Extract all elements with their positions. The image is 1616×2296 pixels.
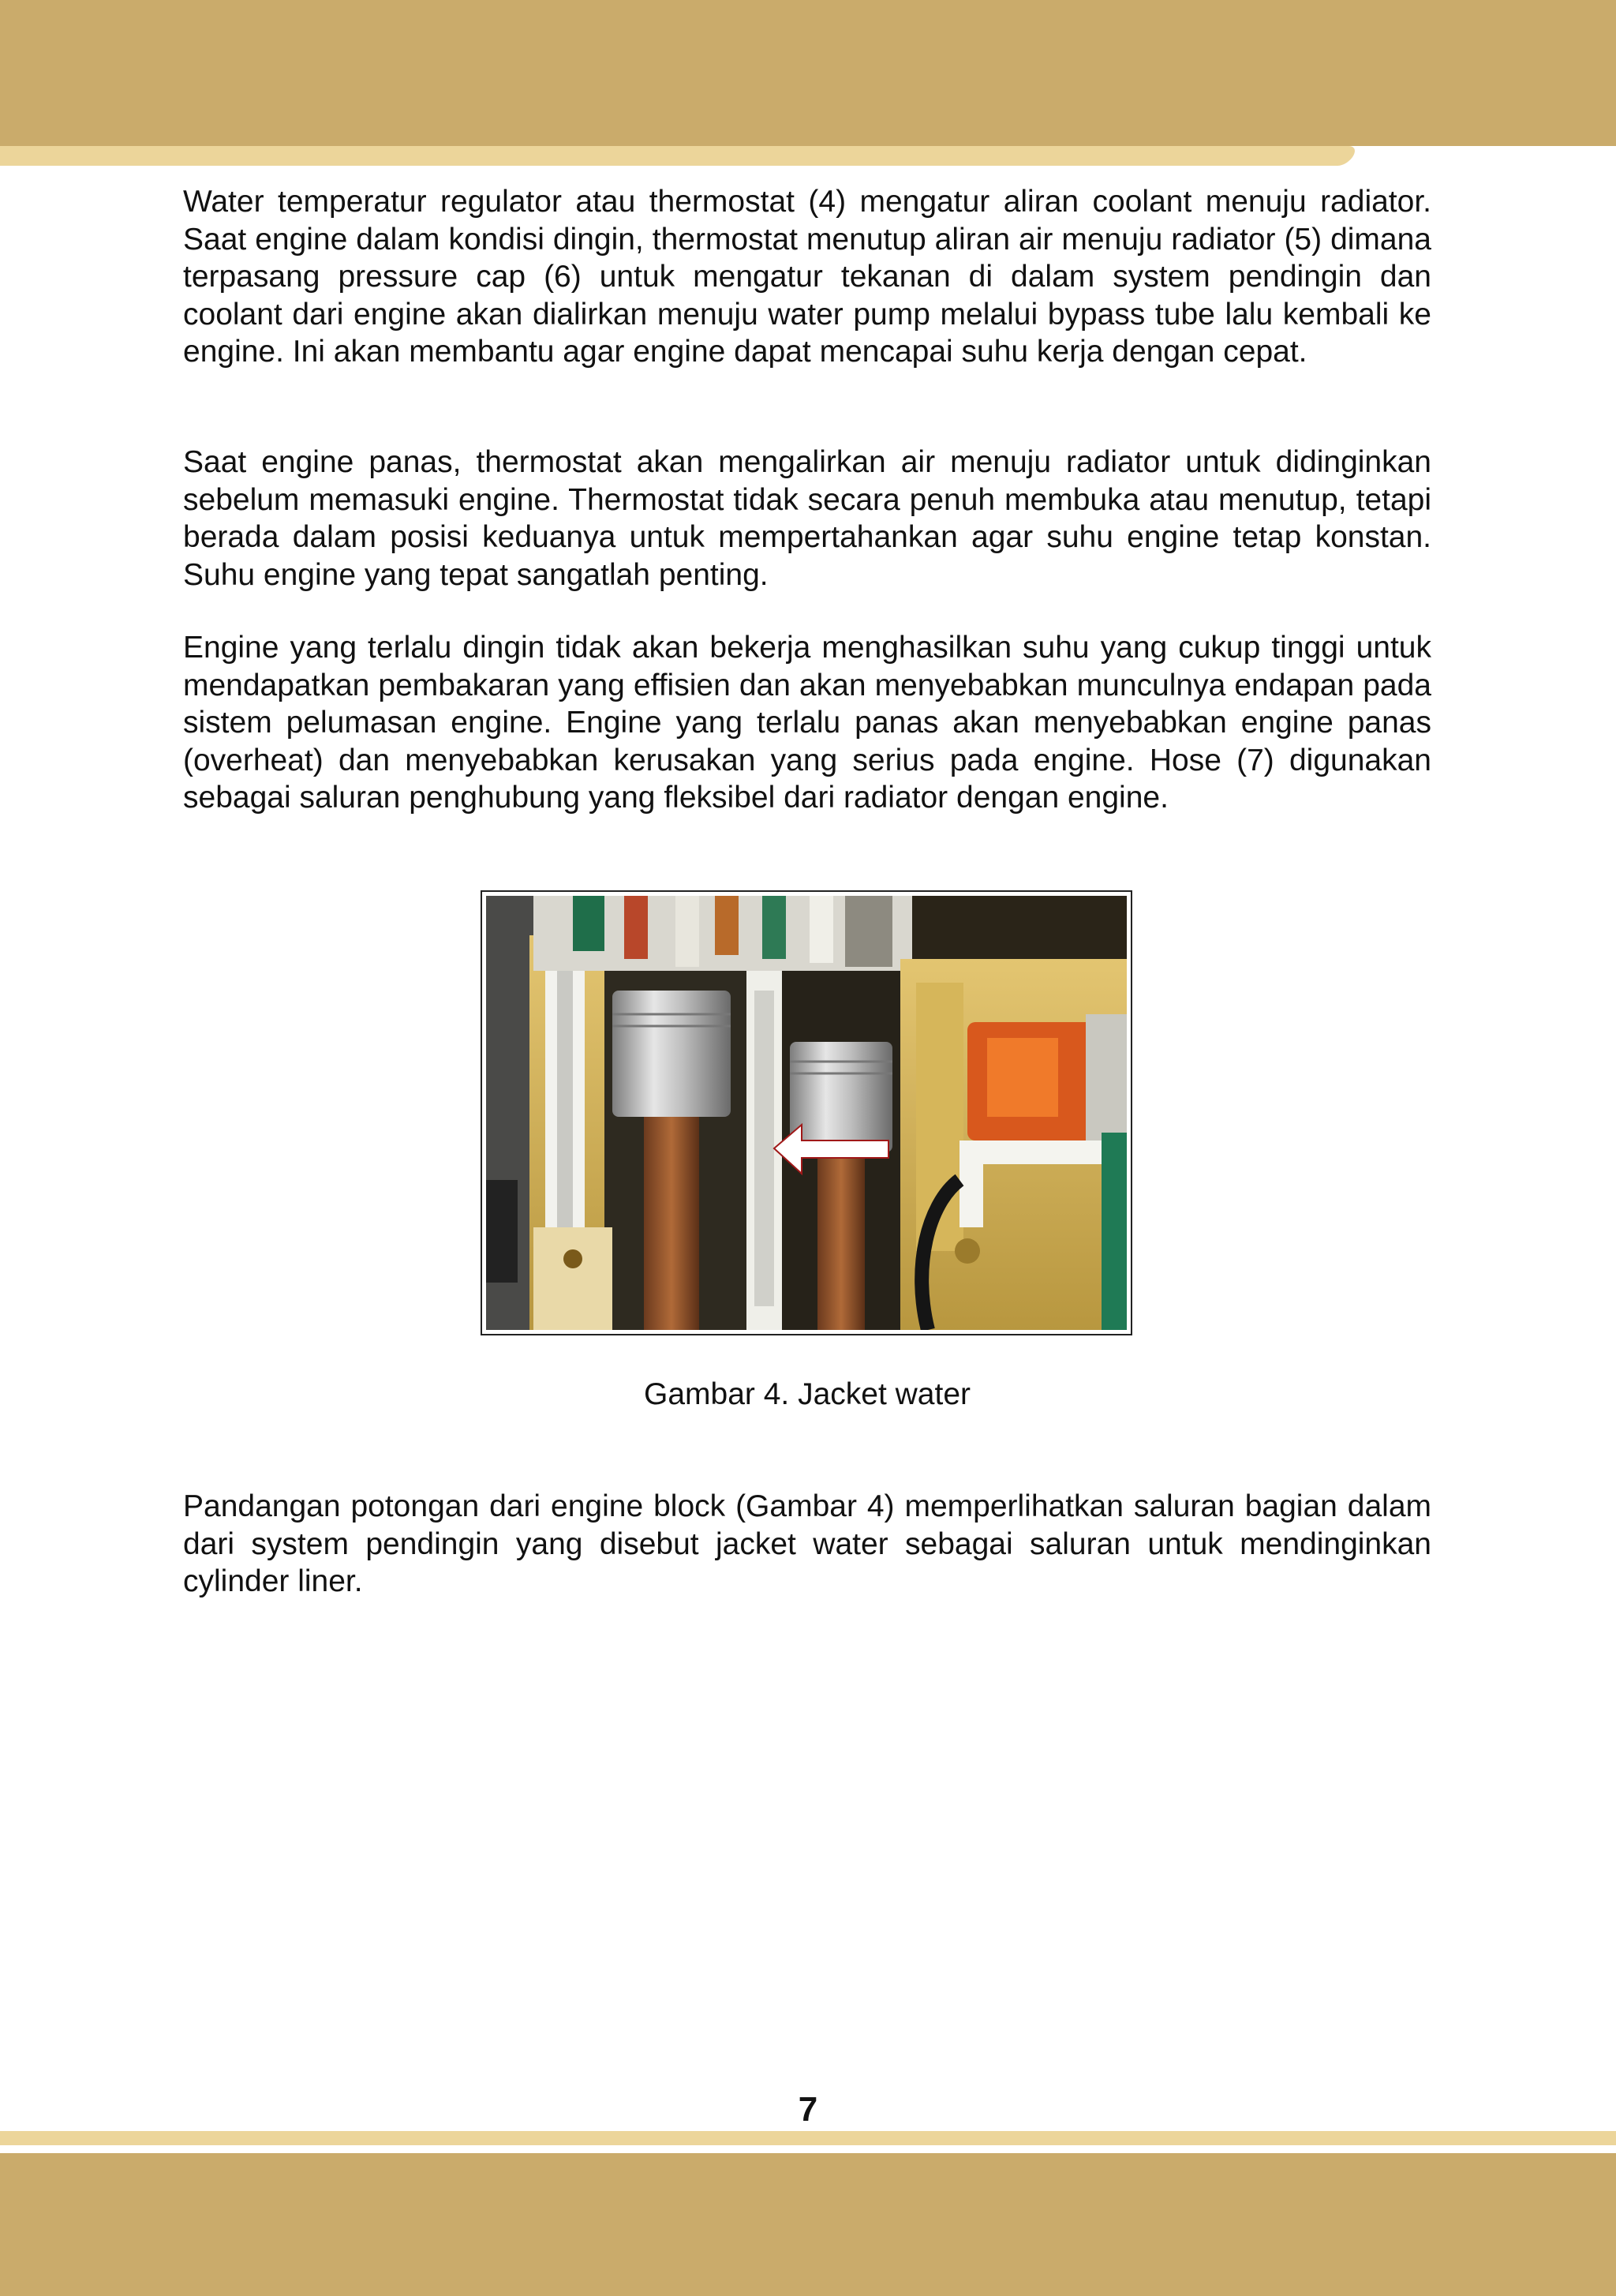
paragraph-engine-hot: Saat engine panas, thermostat akan mengalirkan air menuju radiator untuk didinginkan sebelum memasuki engine. Thermostat tidak secara penuh membuka atau menutup, tetapi berada dalam posisi keduanya untuk mempertahankan agar suhu engine tetap konstan. Suhu engine yang tepat sangatlah penting. [183, 445, 1431, 592]
paragraph-jacket-water: Pandangan potongan dari engine block (Gambar 4) memperlihatkan saluran bagian dalam dari system pendingin yang disebut jacket water sebagai saluran untuk mendinginkan cylinder liner. [183, 1489, 1431, 1598]
figure-caption: Gambar 4. Jacket water [644, 1377, 971, 1411]
header-stripe-tip [1300, 146, 1359, 166]
header-stripe [0, 146, 1334, 166]
engine-cutaway-illustration [486, 896, 1127, 1330]
page-number: 7 [798, 2090, 818, 2129]
footer-band [0, 2153, 1616, 2296]
paragraph-engine-temperature: Engine yang terlalu dingin tidak akan bekerja menghasilkan suhu yang cukup tinggi untuk mendapatkan pembakaran yang effisien dan akan menyebabkan munculnya endapan pada sistem pelumasan engine. Engine yang terlalu panas akan menyebabkan engine panas (overheat) dan menyebabkan kerusakan yang serius pada engine. Hose (7) digunakan sebagai saluran penghubung yang fleksibel dari radiator dengan engine. [183, 631, 1431, 815]
figure-jacket-water [481, 890, 1132, 1335]
paragraph-thermostat: Water temperatur regulator atau thermostat (4) mengatur aliran coolant menuju radiator. Saat engine dalam kondisi dingin, thermostat menutup aliran air menuju radiator (5) dimana terpasang pressure cap (6) untuk mengatur tekanan di dalam system pendingin dan coolant dari engine akan dialirkan menuju water pump melalui bypass tube lalu kembali ke engine. Ini akan membantu agar engine dapat mencapai suhu kerja dengan cepat. [183, 185, 1431, 369]
footer-stripe [0, 2131, 1616, 2145]
header-band [0, 0, 1616, 146]
